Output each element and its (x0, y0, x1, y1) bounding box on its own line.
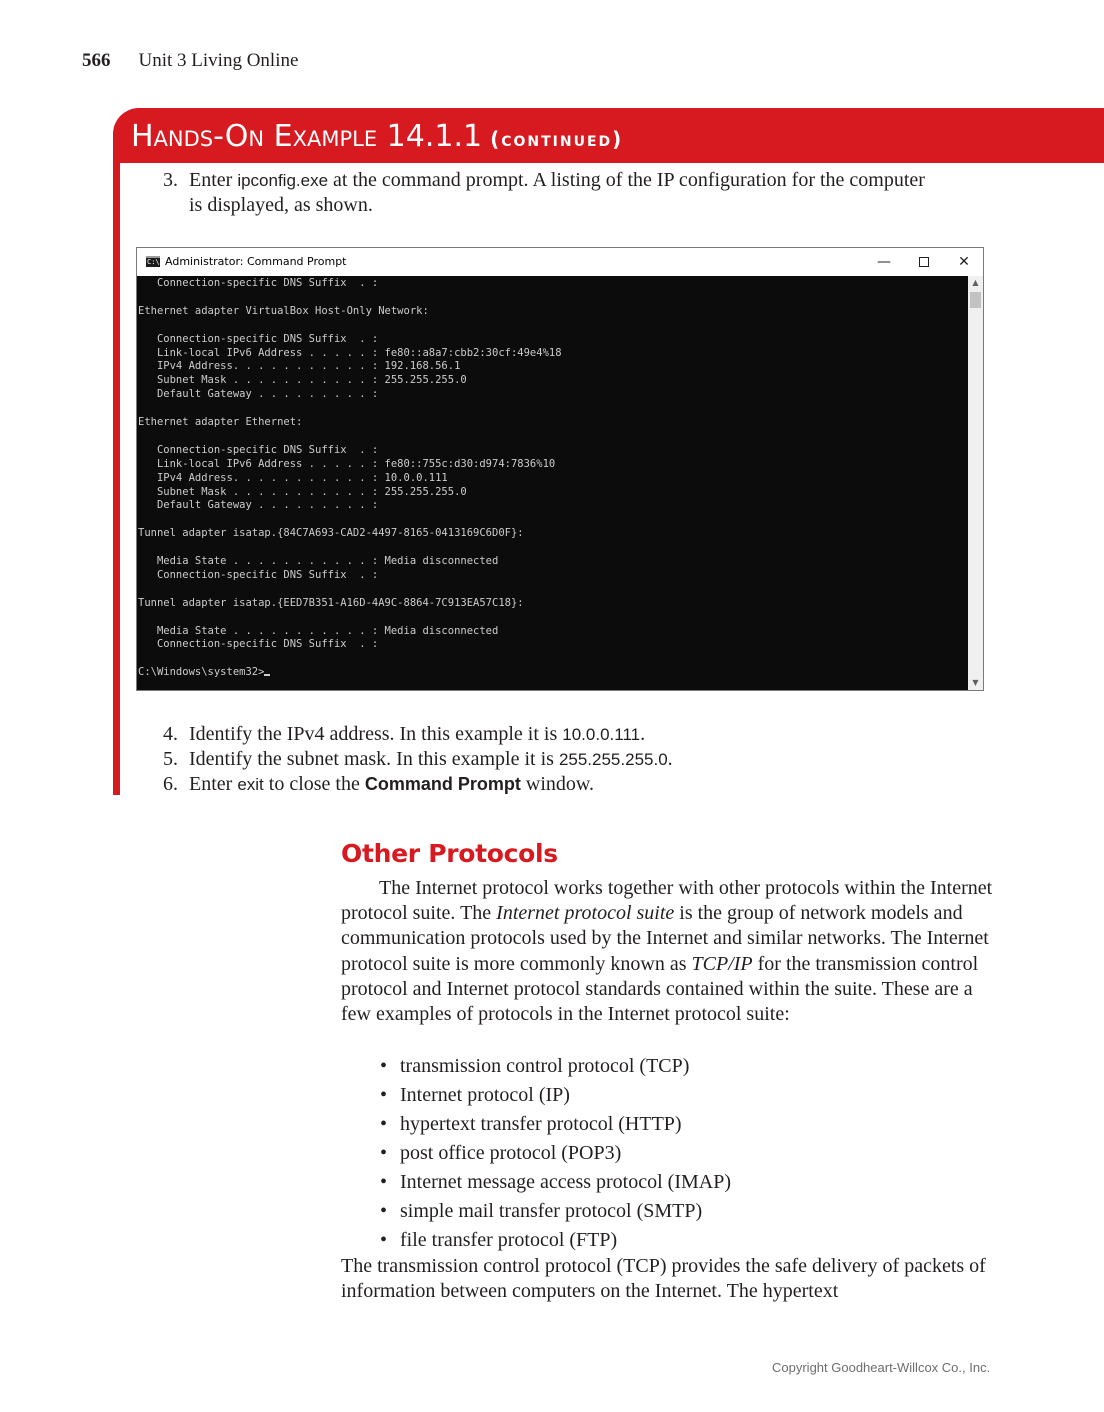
console-prompt[interactable]: C:\Windows\system32> (138, 666, 270, 679)
step-text: . (640, 723, 646, 745)
console-line: Ethernet adapter VirtualBox Host-Only Network: (138, 304, 429, 317)
example-left-rule (113, 150, 120, 795)
console-line: Connection-specific DNS Suffix . : (138, 332, 379, 345)
console-line: Connection-specific DNS Suffix . : (138, 443, 379, 456)
console-line: IPv4 Address. . . . . . . . . . . : 10.0.0.111 (138, 471, 448, 484)
step-text: to close the (263, 773, 365, 795)
step-text: . (667, 748, 673, 770)
step-3 (163, 168, 939, 218)
protocol-list (380, 1052, 731, 1255)
console-line: Link-local IPv6 Address . . . . . : fe80::755c:d30:d974:7836%10 (138, 457, 556, 470)
step-4 (163, 722, 939, 747)
step-5 (163, 747, 939, 772)
running-head (82, 48, 298, 74)
paragraph-text: The Internet protocol works together with other protocols within the Internet protocol suite. The (341, 877, 993, 925)
console-line: Connection-specific DNS Suffix . : (138, 638, 379, 651)
console-line: Tunnel adapter isatap.{EED7B351-A16D-4A9C-8864-7C913EA57C18}: (138, 596, 524, 609)
paragraph-text: for the transmission control protocol and Internet protocol standards contained within the suite. These are a few examples of protocols in the Internet protocol suite: (341, 952, 979, 1026)
example-title (131, 114, 623, 160)
list-item: • hypertext transfer protocol (HTTP) (380, 1110, 731, 1139)
vertical-scrollbar[interactable] (968, 276, 983, 690)
step-number: 4. (163, 723, 178, 745)
scroll-down-icon[interactable]: ▼ (972, 678, 979, 687)
console-line: Media State . . . . . . . . . . . : Media disconnected (138, 555, 499, 567)
term-tcp-ip: TCP/IP (691, 952, 753, 975)
scroll-thumb[interactable] (970, 292, 981, 308)
command-exit: exit (237, 775, 264, 794)
console-line: Default Gateway . . . . . . . . . : (138, 388, 379, 401)
step-6 (163, 772, 939, 797)
step-number: 5. (163, 748, 178, 770)
list-item: • file transfer protocol (FTP) (380, 1226, 731, 1255)
list-item: • post office protocol (POP3) (380, 1139, 731, 1168)
unit-title: Unit 3 Living Online (138, 50, 299, 71)
list-item: • transmission control protocol (TCP) (380, 1052, 731, 1081)
command-ipconfig: ipconfig.exe (237, 171, 329, 190)
term-internet-protocol-suite: Internet protocol suite (496, 902, 675, 925)
step-text: Enter (189, 169, 238, 191)
step-text: window. (520, 773, 595, 795)
ipv4-value: 10.0.0.111 (562, 725, 641, 744)
command-prompt-window (136, 247, 984, 691)
step-text: at the command prompt. A listing of the IP configuration for the computer is displayed, as shown. (189, 169, 925, 216)
console-line: Ethernet adapter Ethernet: (138, 416, 303, 428)
example-continued: (continued) (490, 127, 624, 151)
maximize-button[interactable] (909, 251, 939, 273)
console-line: Link-local IPv6 Address . . . . . : fe80::a8a7:cbb2:30cf:49e4%18 (138, 346, 562, 359)
copyright-notice: Copyright Goodheart-Willcox Co., Inc. (772, 1360, 991, 1375)
text-cursor (264, 674, 270, 676)
paragraph-text: is the group of network models and communication protocols used by the Internet and similar networks. The Internet protocol suite is more commonly known as (341, 902, 989, 975)
section-heading: Other Protocols (341, 839, 558, 868)
console-line: Connection-specific DNS Suffix . : (138, 277, 379, 289)
console-line: Subnet Mask . . . . . . . . . . . : 255.255.255.0 (138, 485, 467, 498)
console-line: Default Gateway . . . . . . . . . : (138, 499, 379, 512)
paragraph: The transmission control protocol (TCP) provides the safe delivery of packets of information between computers on the Internet. The hypertext (341, 1255, 986, 1303)
maximize-icon (919, 257, 929, 267)
step-text: Identify the IPv4 address. In this example it is (189, 723, 563, 745)
window-title: Administrator: Command Prompt (165, 255, 347, 268)
list-item: • Internet protocol (IP) (380, 1081, 731, 1110)
console-line: Connection-specific DNS Suffix . : (138, 568, 379, 581)
console-output[interactable] (137, 276, 968, 690)
example-title-text: Hands-On Example 14.1.1 (131, 119, 483, 154)
step-number: 3. (163, 169, 178, 191)
console-line: IPv4 Address. . . . . . . . . . . : 192.168.56.1 (138, 360, 461, 373)
console-line: Subnet Mask . . . . . . . . . . . : 255.255.255.0 (138, 374, 467, 387)
step-text: Identify the subnet mask. In this example it is (189, 748, 559, 770)
window-titlebar[interactable] (137, 248, 983, 276)
window-name: Command Prompt (364, 774, 521, 794)
paragraph (341, 876, 1001, 1027)
console-icon: C:\ (147, 258, 160, 266)
page-number: 566 (82, 50, 111, 71)
list-item: • simple mail transfer protocol (SMTP) (380, 1197, 731, 1226)
scroll-up-icon[interactable]: ▲ (972, 278, 979, 287)
minimize-button[interactable]: — (877, 254, 891, 270)
step-number: 6. (163, 773, 178, 795)
list-item: • Internet message access protocol (IMAP) (380, 1168, 731, 1197)
close-button[interactable]: ✕ (958, 254, 970, 270)
console-line: Media State . . . . . . . . . . . : Media disconnected (138, 624, 499, 637)
subnet-value: 255.255.255.0 (558, 750, 668, 769)
console-line: Tunnel adapter isatap.{84C7A693-CAD2-4497-8165-0413169C6D0F}: (138, 527, 524, 540)
step-text: Enter (189, 773, 238, 795)
